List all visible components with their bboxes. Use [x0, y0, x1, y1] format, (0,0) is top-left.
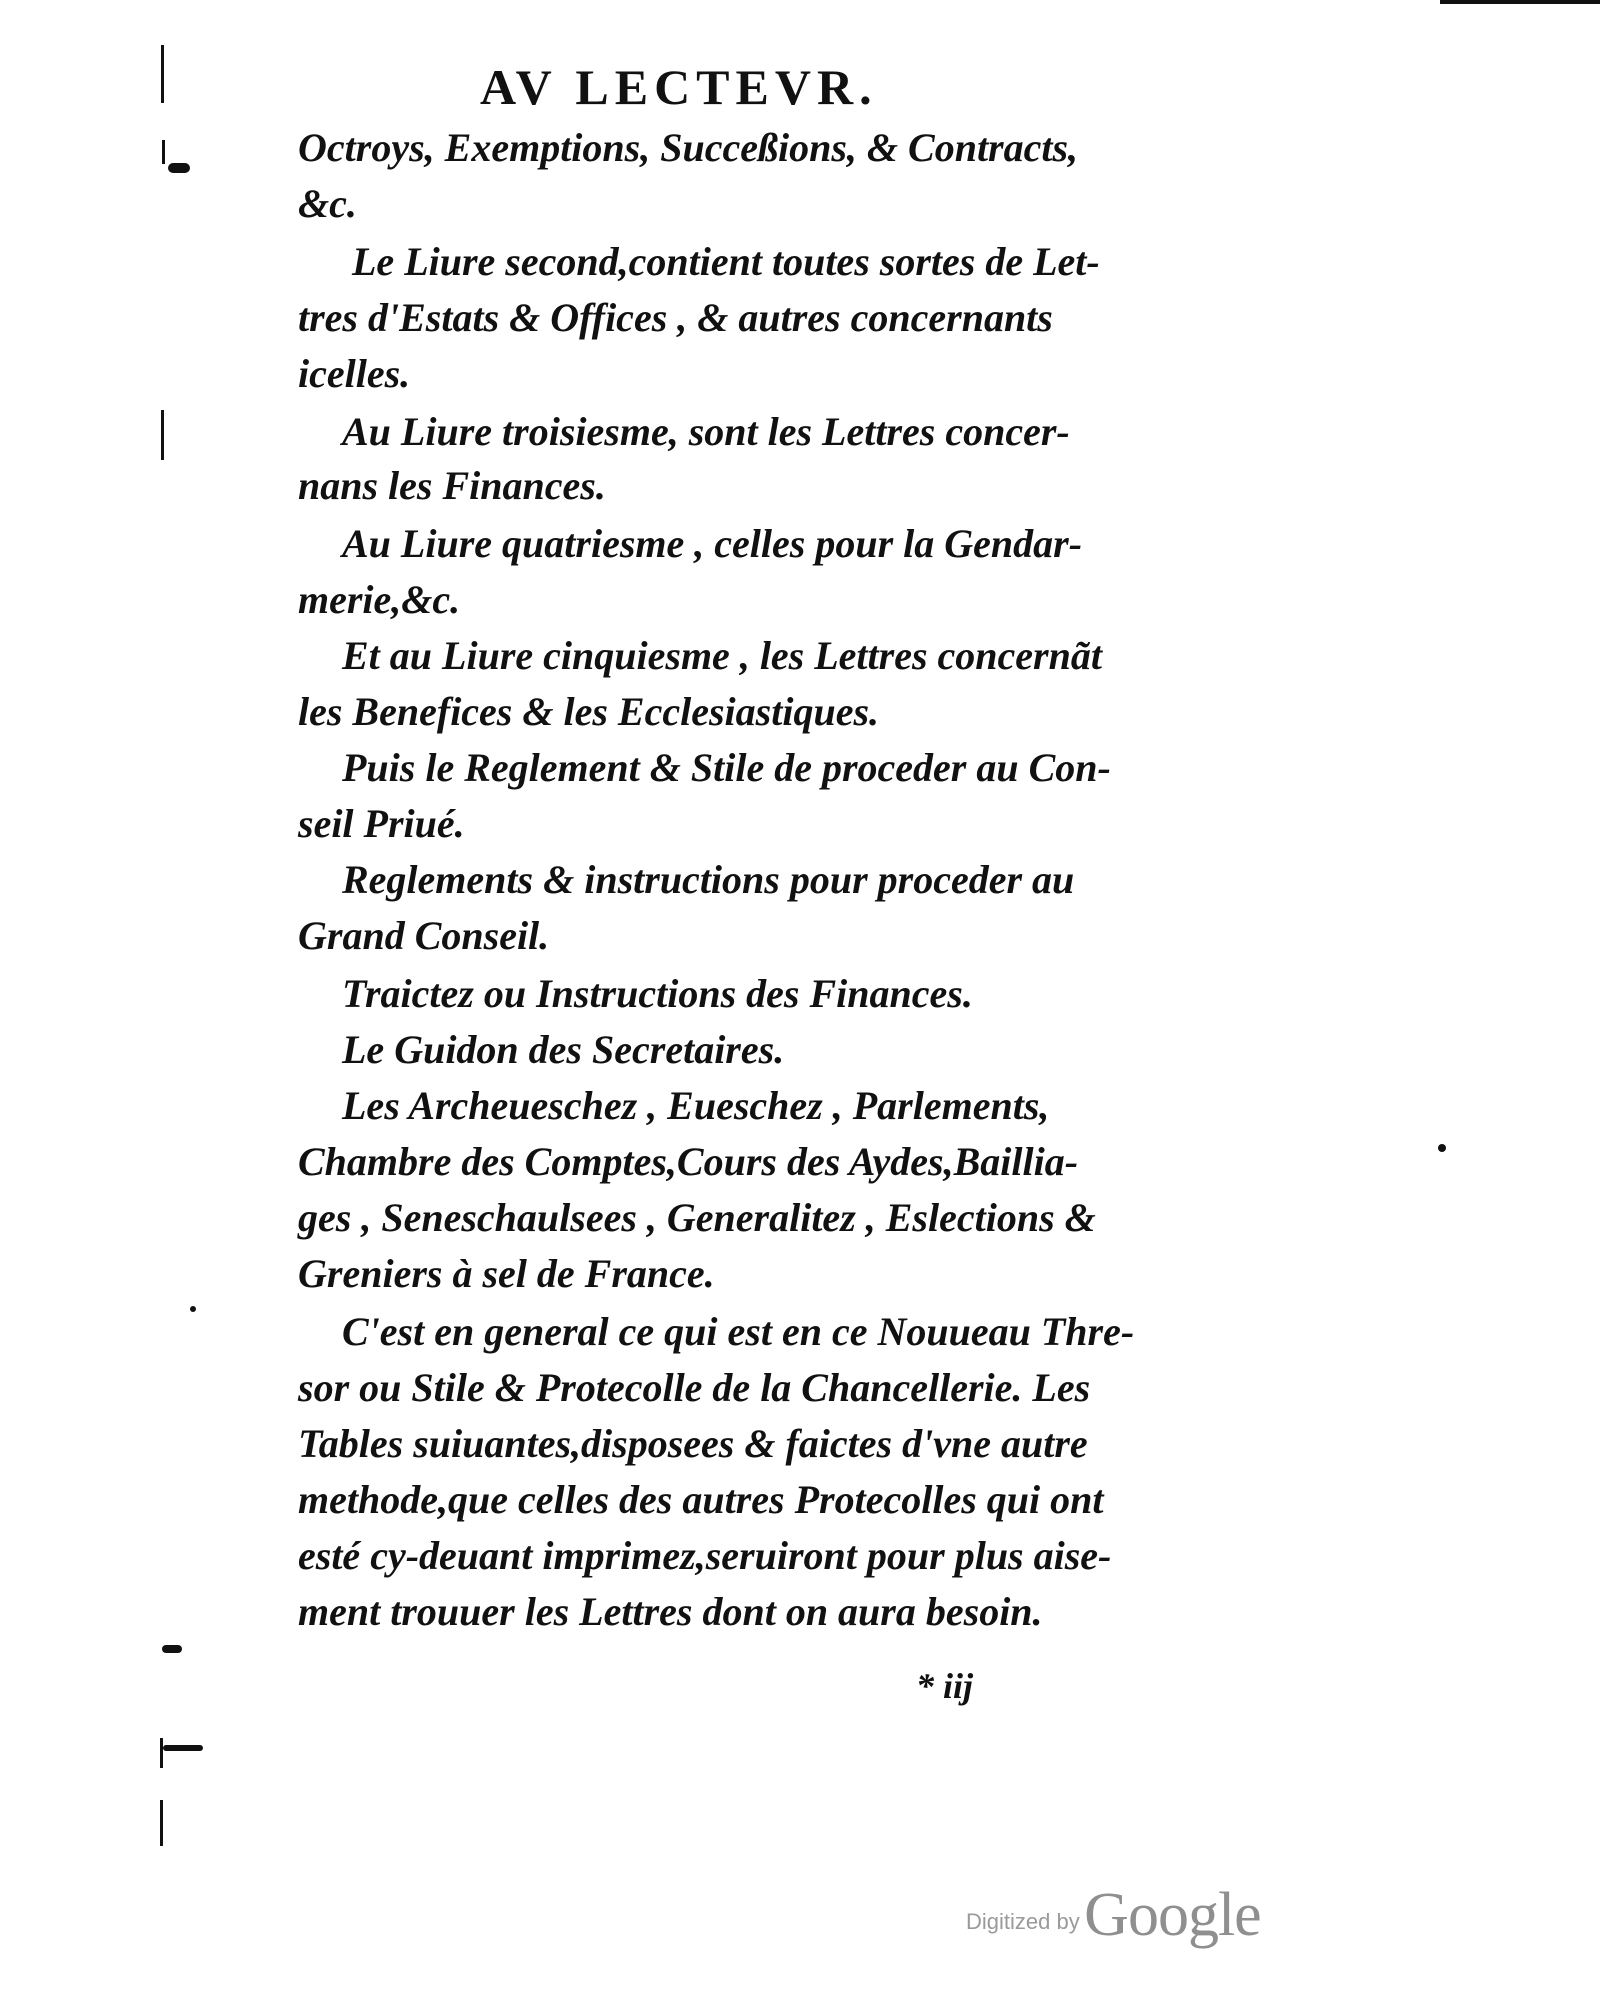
scan-edge-mark — [162, 1645, 182, 1653]
scan-edge-mark — [168, 163, 190, 173]
text-line: Tables suiuantes,disposees & faictes d'vne autre — [298, 1421, 1088, 1466]
text-line: ges , Seneschaulsees , Generalitez , Eslections & — [298, 1195, 1096, 1240]
scan-edge-mark — [161, 410, 164, 460]
text-line: Le Guidon des Secretaires. — [342, 1027, 785, 1072]
text-line: methode,que celles des autres Protecolles qui ont — [298, 1477, 1104, 1522]
scan-dot — [190, 1306, 196, 1312]
text-line: Le Liure second,contient toutes sortes de Let- — [352, 239, 1100, 284]
scan-edge-mark — [161, 45, 164, 103]
text-line: tres d'Estats & Offices , & autres concernants — [298, 295, 1053, 340]
text-line: Au Liure quatriesme , celles pour la Gendar- — [342, 521, 1083, 566]
signature-mark: * iij — [916, 1666, 974, 1706]
text-line: esté cy-deuant imprimez,seruiront pour plus aise- — [298, 1533, 1112, 1578]
scan-edge-mark — [1440, 0, 1600, 4]
scan-edge-mark — [162, 140, 165, 164]
watermark-prefix: Digitized by — [966, 1909, 1080, 1934]
scan-edge-mark — [160, 1738, 163, 1768]
google-logo: Google — [1084, 1881, 1261, 1949]
text-line: C'est en general ce qui est en ce Nouueau Thre- — [342, 1309, 1135, 1354]
text-line: Les Archeueschez , Eueschez , Parlements, — [342, 1083, 1050, 1128]
text-line: merie,&c. — [298, 577, 461, 622]
scan-dot — [1438, 1144, 1446, 1152]
text-line: Traictez ou Instructions des Finances. — [342, 971, 973, 1016]
text-line: Chambre des Comptes,Cours des Aydes,Baillia- — [298, 1139, 1079, 1184]
text-line: sor ou Stile & Protecolle de la Chancellerie. Les — [298, 1365, 1091, 1410]
digitized-watermark — [966, 1880, 1261, 1951]
text-line: Octroys, Exemptions, Succeßions, & Contracts, — [298, 125, 1079, 170]
text-line: Reglements & instructions pour proceder au — [342, 857, 1075, 902]
scan-edge-mark — [163, 1745, 203, 1751]
text-line: Grand Conseil. — [298, 913, 550, 958]
text-line: seil Priué. — [298, 801, 465, 846]
scan-edge-mark — [160, 1800, 163, 1846]
text-line: &c. — [298, 181, 357, 226]
text-line: ment trouuer les Lettres dont on aura besoin. — [298, 1589, 1043, 1634]
text-line: icelles. — [298, 351, 411, 396]
text-line: Greniers à sel de France. — [298, 1251, 715, 1296]
text-line: Et au Liure cinquiesme , les Lettres concernãt — [342, 633, 1102, 678]
text-line: les Benefices & les Ecclesiastiques. — [298, 689, 880, 734]
text-line: nans les Finances. — [298, 463, 606, 508]
page-header: AV LECTEVR. — [480, 59, 878, 115]
text-line: Puis le Reglement & Stile de proceder au Con- — [342, 745, 1111, 790]
text-line: Au Liure troisiesme, sont les Lettres concer- — [342, 409, 1070, 454]
